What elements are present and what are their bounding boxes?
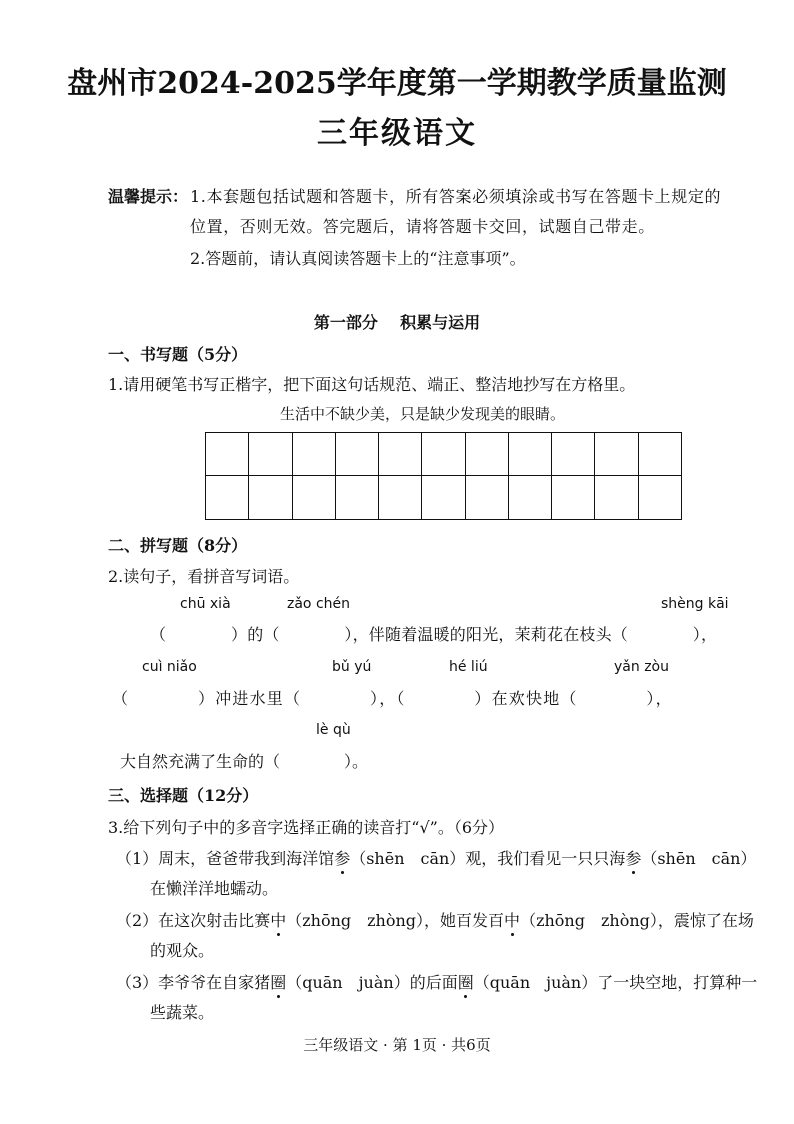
polyphone-char: 中 [270, 911, 287, 930]
pinyin-bu-yu: bǔ yú [332, 659, 372, 675]
fill-line-3: 大自然充满了生命的（ ）。 [120, 752, 369, 771]
tips-line-2: 位置，否则无效。答完题后，请将答题卡交回，试题自己带走。 [190, 217, 655, 236]
grid-cell[interactable] [293, 433, 336, 475]
polyphone-char: 参 [334, 849, 351, 868]
grid-cell[interactable] [595, 476, 638, 519]
choice-item-text: （3）李爷爷在自家猪 [116, 973, 271, 992]
grid-cell[interactable] [552, 433, 595, 475]
choice-item-3 [116, 970, 757, 993]
grid-cell[interactable] [336, 476, 379, 519]
exam-subtitle: 三年级语文 [317, 116, 477, 151]
grid-row [206, 433, 681, 476]
grid-cell[interactable] [379, 433, 422, 475]
copy-sentence: 生活中不缺少美，只是缺少发现美的眼睛。 [280, 405, 566, 423]
choice-item-text: （1）周末，爸爸带我到海洋馆 [116, 849, 335, 868]
tips-label: 温馨提示： [108, 187, 189, 206]
polyphone-char: 圈 [457, 973, 474, 992]
grid-cell[interactable] [595, 433, 638, 475]
fill-line-2: （ ）冲进水里（ ），（ ）在欢快地（ ）， [112, 689, 673, 708]
grid-cell[interactable] [206, 433, 249, 475]
tips-line-3: 2.答题前，请认真阅读答题卡上的“注意事项”。 [190, 249, 526, 268]
grid-cell[interactable] [336, 433, 379, 475]
question-2: 2.读句子，看拼音写词语。 [108, 567, 300, 586]
grid-cell[interactable] [422, 476, 465, 519]
choice-options[interactable]: （zhōng zhòng），震惊了在场 [520, 911, 754, 930]
question-3: 3.给下列句子中的多音字选择正确的读音打“√”。（6分） [108, 818, 505, 837]
grid-cell[interactable] [639, 433, 681, 475]
choice-options[interactable]: （quān juàn）了一块空地，打算种一 [473, 973, 758, 992]
pinyin-zao-chen: zǎo chén [287, 596, 350, 612]
choice-item-2-cont: 的观众。 [150, 941, 215, 960]
pinyin-he-liu: hé liú [449, 659, 488, 675]
choice-options[interactable]: （quān juàn）的后面 [286, 973, 458, 992]
grid-cell[interactable] [422, 433, 465, 475]
grid-cell[interactable] [293, 476, 336, 519]
grid-cell[interactable] [206, 476, 249, 519]
grid-cell[interactable] [466, 433, 509, 475]
choice-item-1-cont: 在懒洋洋地蠕动。 [150, 879, 279, 898]
choice-item-text: （2）在这次射击比赛 [116, 911, 271, 930]
question-1: 1.请用硬笔书写正楷字，把下面这句话规范、端正、整洁地抄写在方格里。 [108, 375, 636, 394]
choice-options[interactable]: （zhōng zhòng），她百发百 [286, 911, 505, 930]
choice-item-1 [116, 846, 756, 869]
choice-item-2 [116, 908, 754, 931]
pinyin-yan-zou: yǎn zòu [614, 659, 669, 675]
grid-cell[interactable] [639, 476, 681, 519]
grid-cell[interactable] [509, 433, 552, 475]
polyphone-char: 中 [504, 911, 521, 930]
pinyin-le-qu: lè qù [316, 722, 351, 738]
page-footer: 三年级语文 · 第 1页 · 共6页 [303, 1036, 491, 1054]
section-3-heading: 三、选择题（12分） [108, 786, 259, 805]
polyphone-char: 参 [625, 849, 642, 868]
section-2-heading: 二、拼写题（8分） [108, 536, 248, 555]
choice-options[interactable]: （shēn cān） [641, 849, 757, 868]
grid-row [206, 476, 681, 519]
pinyin-chu-xia: chū xià [180, 596, 231, 612]
exam-title: 盘州市2024-2025学年度第一学期教学质量监测 [67, 66, 727, 101]
tips-line-1: 1.本套题包括试题和答题卡，所有答案必须填涂或书写在答题卡上规定的 [190, 187, 722, 206]
polyphone-char: 圈 [270, 973, 287, 992]
grid-cell[interactable] [552, 476, 595, 519]
section-1-heading: 一、书写题（5分） [108, 345, 248, 364]
grid-cell[interactable] [379, 476, 422, 519]
grid-cell[interactable] [466, 476, 509, 519]
choice-options[interactable]: （shēn cān）观，我们看见一只只海 [350, 849, 626, 868]
grid-cell[interactable] [249, 476, 292, 519]
pinyin-cui-niao: cuì niǎo [142, 659, 197, 675]
fill-line-1: （ ）的（ ），伴随着温暖的阳光，茉莉花在枝头（ ）， [150, 625, 718, 644]
writing-grid[interactable] [205, 432, 682, 520]
pinyin-sheng-kai: shèng kāi [661, 596, 729, 612]
grid-cell[interactable] [509, 476, 552, 519]
part-title: 第一部分 积累与运用 [313, 313, 481, 332]
grid-cell[interactable] [249, 433, 292, 475]
choice-item-3-cont: 些蔬菜。 [150, 1003, 215, 1022]
